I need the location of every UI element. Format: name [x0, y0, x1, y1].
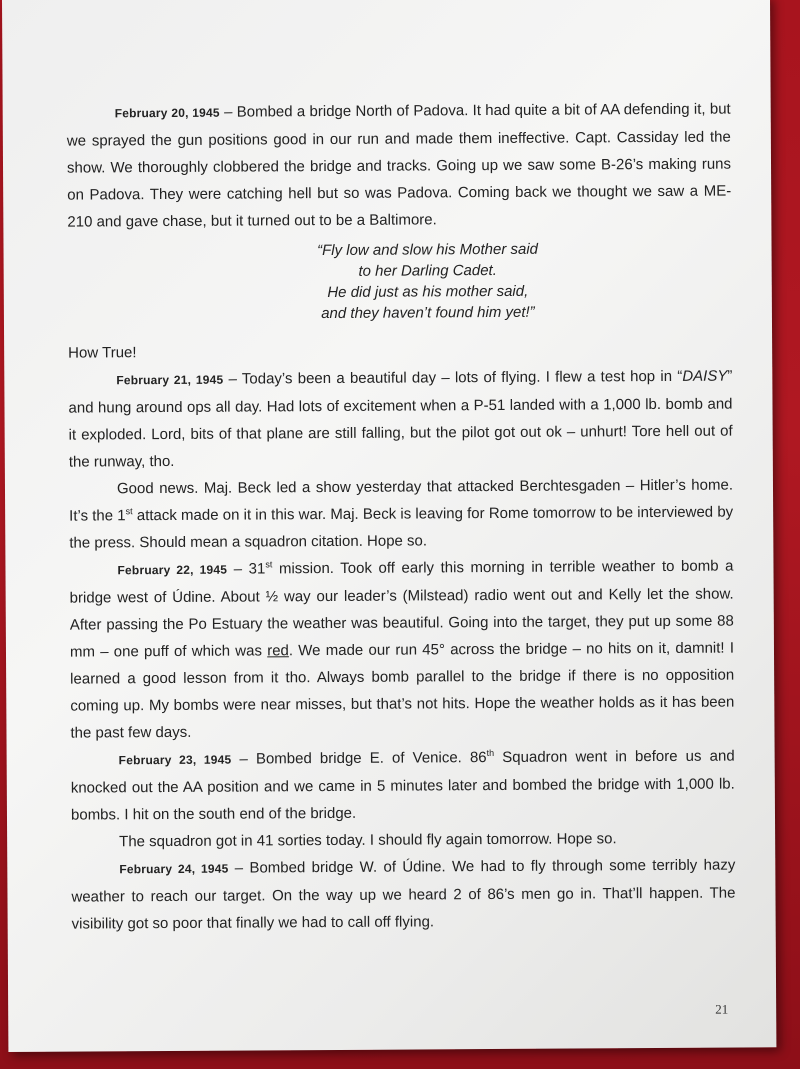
entry-date: February 22, 1945: [117, 562, 228, 578]
entry-date: February 24, 1945: [119, 861, 229, 877]
entry-separator: –: [228, 859, 250, 877]
page-content: [67, 96, 736, 938]
entry-text: Bombed bridge E. of Venice. 86: [255, 749, 487, 768]
ordinal-suffix: st: [265, 559, 273, 570]
underlined-word: red: [267, 642, 289, 660]
entry-separator: –: [223, 370, 242, 388]
poem-line: and they haven’t found him yet!”: [321, 303, 535, 323]
entry-feb-24: [71, 852, 735, 938]
poem: [67, 238, 732, 326]
document-page: [2, 0, 776, 1052]
poem-line: to her Darling Cadet.: [358, 261, 497, 280]
ordinal-suffix: th: [486, 748, 495, 759]
entry-text: attack made on it in this war. Maj. Beck is leaving for Rome tomorrow to be interviewed by the press. Should mean a squadron citation. Hope so.: [69, 503, 734, 552]
entry-text: . We made our run 45° across the bridge – no hits on it, damnit! I learned a good lesson from it tho. Always bomb parallel to the bridge if there is no opposition coming up. My bombs were near misses, but that’s not hits. Hope the weather holds as it has been the past few days.: [70, 639, 735, 742]
entry-text: Bombed bridge W. of Údine. We had to fly through some terribly hazy weather to reach our target. On the way up we heard 2 of 86’s men go in. That’ll happen. The visibility got so poor that finally we had to call off flying.: [71, 856, 736, 933]
entry-feb-23-continued: The squadron got in 41 sorties today. I should fly again tomorrow. Hope so.: [119, 830, 617, 851]
entry-text: Good news. Maj. Beck led a show yesterday that attacked Berchtesgaden – Hitler’s home. It’s the 1: [69, 476, 734, 525]
ordinal-suffix: st: [125, 506, 133, 517]
entry-text: ” and hung around ops all day. Had lots of excitement when a P-51 landed with a 1,000 lb. bomb and it exploded. Lord, bits of that plane are still falling, but the pilot got out ok – unhurt! Tore hell out of the runway, tho.: [68, 367, 733, 471]
entry-separator: –: [231, 750, 256, 768]
entry-feb-20: [67, 96, 732, 236]
entry-date: February 21, 1945: [116, 372, 224, 388]
entry-feb-21: [68, 363, 733, 476]
page-number: 21: [715, 1001, 729, 1017]
entry-feb-22: [69, 553, 734, 747]
poem-line: “Fly low and slow his Mother said: [317, 240, 539, 260]
entry-separator: –: [227, 560, 249, 578]
entry-text: Today’s been a beautiful day – lots of flying. I flew a test hop in “: [241, 367, 683, 388]
entry-feb-23: [71, 743, 735, 829]
mission-number: 31: [248, 560, 266, 578]
how-true-line: How True!: [68, 344, 137, 362]
entry-text: Bombed a bridge North of Padova. It had quite a bit of AA defending it, but we sprayed the gun positions good in our run and made them ineffective. Capt. Cassiday led the show. We thoroughly clobbered the bridge and tracks. Going up we saw some B-26’s making runs on Padova. They were catching hell but so was Padova. Coming back we thought we saw a ME-210 and gave chase, but it turned out to be a Baltimore.: [66, 100, 732, 231]
entry-date: February 20, 1945: [114, 105, 220, 121]
poem-line: He did just as his mother said,: [327, 282, 529, 302]
plane-name: DAISY: [682, 367, 728, 385]
entry-text: mission. Took off early this morning in terrible weather to bomb a bridge west of Údine. About ½ way our leader’s (Milstead) radio went out and Kelly let the show. After passing the Po Estuary the weather was beautiful. Going into the target, they put up some 88 mm – one puff of which was: [69, 557, 734, 661]
entry-text: Squadron went in before us and knocked out the AA position and we came in 5 minutes later and bombed the bridge with 1,000 lb. bombs. I hit on the south end of the bridge.: [70, 747, 735, 824]
entry-feb-21-continued: [69, 472, 733, 557]
entry-separator: –: [219, 103, 237, 121]
entry-date: February 23, 1945: [118, 752, 232, 768]
